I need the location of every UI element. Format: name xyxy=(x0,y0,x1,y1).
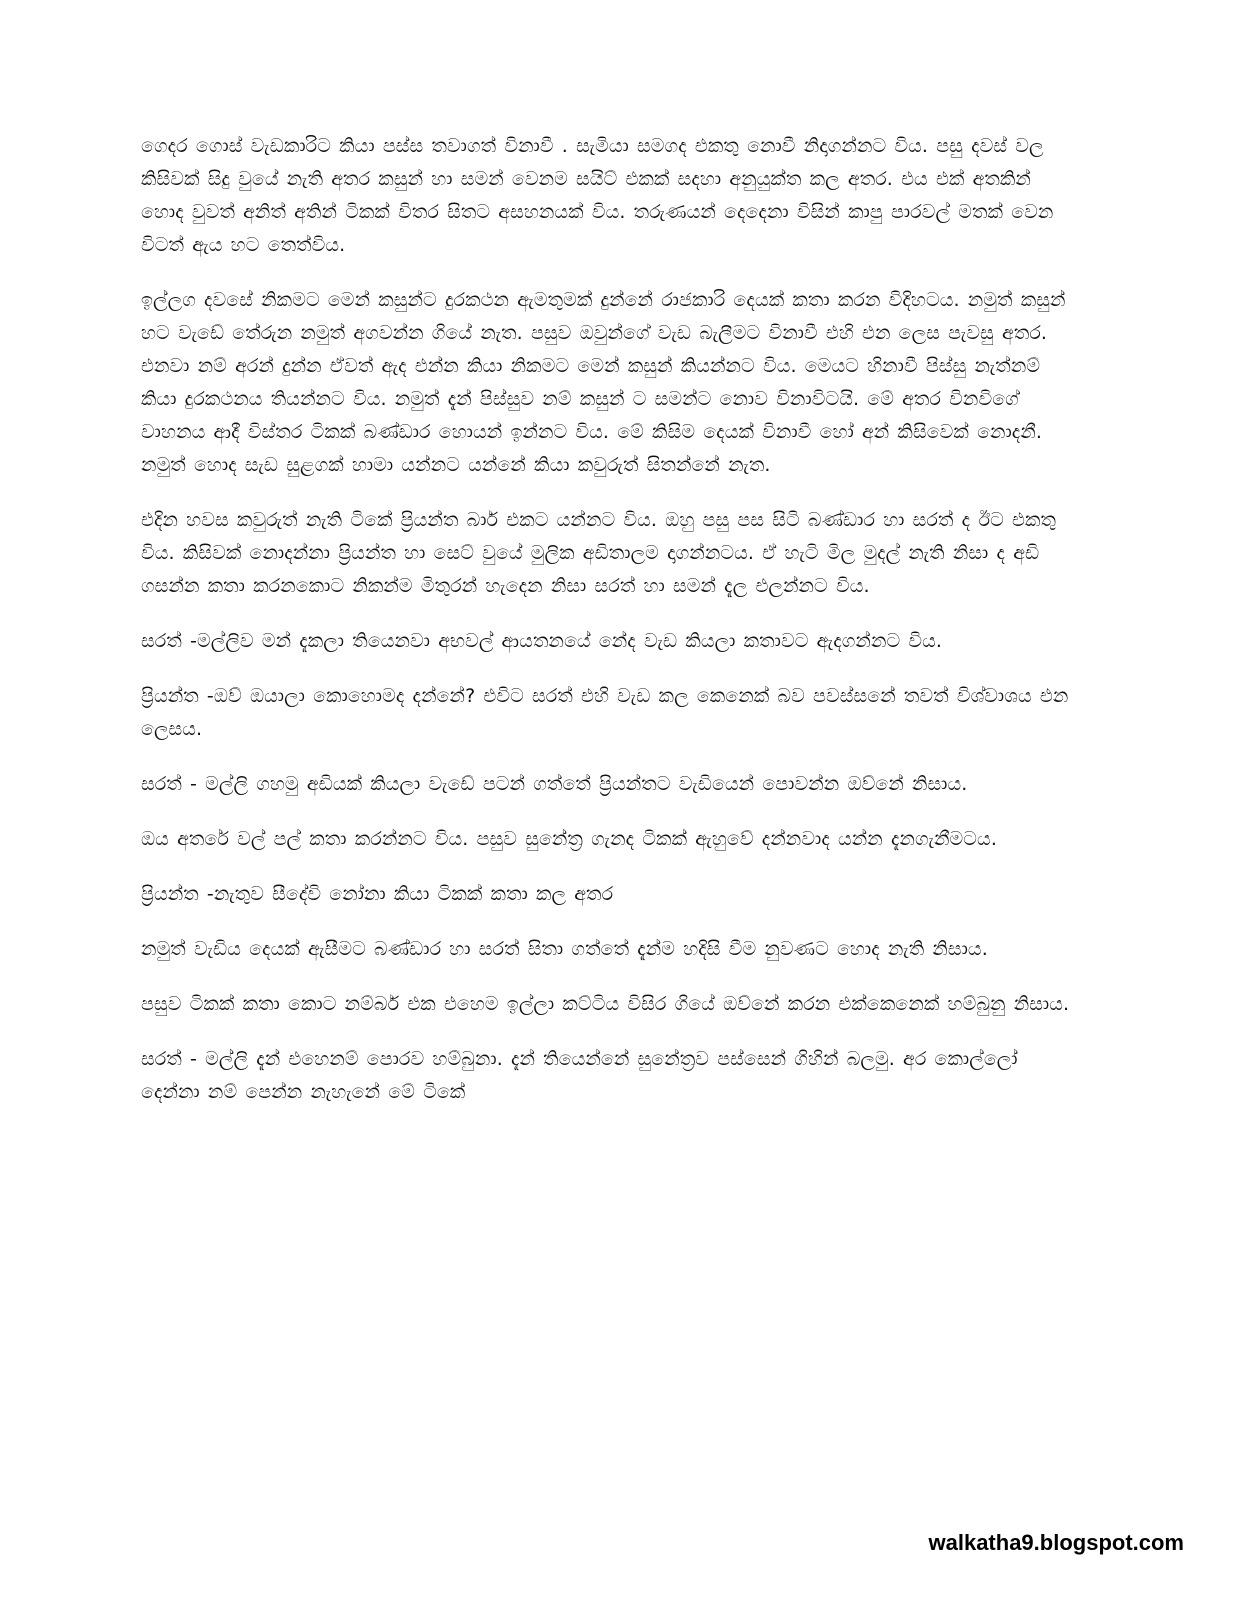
paragraph-9: නමුත් වැඩිය දෙයක් ඇසීමට බණ්ඩාර හා සරත් සිතා ගත්තේ දැන්ම හදිසි වීම නුවණට හොද නැති නිසාය. xyxy=(141,938,988,960)
paragraph-4: සරත් -මල්ලිව මන් දැකලා තියෙනවා අභවල් ආයතනයේ නේද වැඩ කියලා කතාවට ඇදගන්නට විය. xyxy=(141,630,943,652)
paragraph-1: ගෙදර ගොස් වැඩකාරිට කියා පස්ස තවාගත් විනාවී . සැමියා සමගද එකතු නොවී නිදාගන්නට විය. පසු දවස් වල කිසිවක් සිදු වුයේ නැති අතර කසුන් හා සමන් වෙනම සයිට් එකක් සදහා අනුයුක්ත කල අතර. එය එක් අතකින් හොද වුවත් අනිත් අතින් ටිකක් විතර සිතට අසහනයක් විය. තරුණයන් දෙදෙනා විසින් කාපු පාරවල් මතක් වෙන විටත් ඇය හට තෙත්විය. xyxy=(141,135,1054,256)
paragraph-10: පසුව ටිකක් කතා කොට නම්බර් එක එහෙම ඉල්ලා කට්ටිය විසිර ගියේ ඔව්නේ කරන එක්කෙනෙක් හම්බුනු නිසාය. xyxy=(141,993,1070,1015)
paragraph-3: එදින හවස කවුරුත් නැති ටිකේ ප්‍රියන්ත බාර් එකට යන්නට විය. ඔහු පසු පස සිටි බණ්ඩාර හා සරත් ද ඊට එකතු විය. කිසිවක් නොදන්නා ප්‍රියන්ත හා සෙට් වුයේ මුලික අඩිතාලම දාගන්නටය. ඒ හැටි මිල මුදල් නැති නිසා ද අඩි ගසන්න කතා කරනකොට නිකන්ම මිතුරන් හැදෙන නිසා සරත් හා සමන් දැල එලන්නට විය. xyxy=(141,509,1057,597)
paragraph-5: ප්‍රියන්ත -ඔව් ඔයාලා කොහොමද දන්නේ? එවිට සරත් එහි වැඩ කල කෙනෙක් බව පවස්සනේ තවත් විශ්වාශය එන ලෙසය. xyxy=(141,685,1069,740)
paragraph-8: ප්‍රියන්ත -නැතුව සීදේවි නෝනා කියා ටිකක් කතා කල අතර xyxy=(141,883,614,905)
footer-url: walkatha9.blogspot.com xyxy=(928,1530,1184,1555)
document-body xyxy=(141,130,1081,1131)
paragraph-6: සරත් - මල්ලි ගහමු අඩියක් කියලා වැඩේ පටන් ගත්තේ ප්‍රියන්තට වැඩියෙන් පොවන්න ඔව්නේ නිසාය. xyxy=(141,773,968,795)
paragraph-2: ඉල්ලග දවසේ නිකමට මෙන් කසුන්ට දුරකථන ඇමතුමක් දුන්නේ රාජකාරි දෙයක් කතා කරන විදිහටය. නමුත් කසුන් හට වැඩේ තේරුන නමුත් අගවන්න ගියේ නැත. පසුව ඔවුන්ගේ වැඩ බැලීමට විනාවී එහි එන ලෙස පැවසු අතර. එනවා නම් අරන් දුන්න ඒවත් ඇද එන්න කියා නිකමට මෙන් කසුන් කියන්නට විය. මෙයට හිනාවී පිස්සු නැත්නම් කියා දුරකථනය තියන්නට විය. නමුත් දැන් පිස්සුව නම් කසුන් ට සමන්ට නොව විනාවිටයි. මේ අතර විනවිගේ වාහනය ආදී විස්තර ටිකක් බණ්ඩාර හොයන් ඉන්නට විය. මේ කිසිම දෙයක් විනාවී හෝ අන් කිසිවෙක් නොදනී. නමුත් හොද සැඩ සුළගක් හාමා යන්නට යන්නේ කියා කවුරුත් සිතන්නේ නැත. xyxy=(141,289,1066,476)
paragraph-7: ඔය අතරේ වල් පල් කතා කරන්නට විය. පසුව සුනේත්‍ර ගැනද ටිකක් ඇහුවේ දන්නවාද යන්න දැනගැනීමටය. xyxy=(141,828,997,850)
paragraph-11: සරත් - මල්ලි දැන් එහෙනම් පොරව හම්බුනා. දැන් තියෙන්නේ සුනේත්‍රව පස්සෙන් ගිහින් බලමු. අර කොල්ලෝ දෙන්නා නම් පෙන්න නැහැනේ මේ ටිකේ xyxy=(141,1048,1018,1103)
